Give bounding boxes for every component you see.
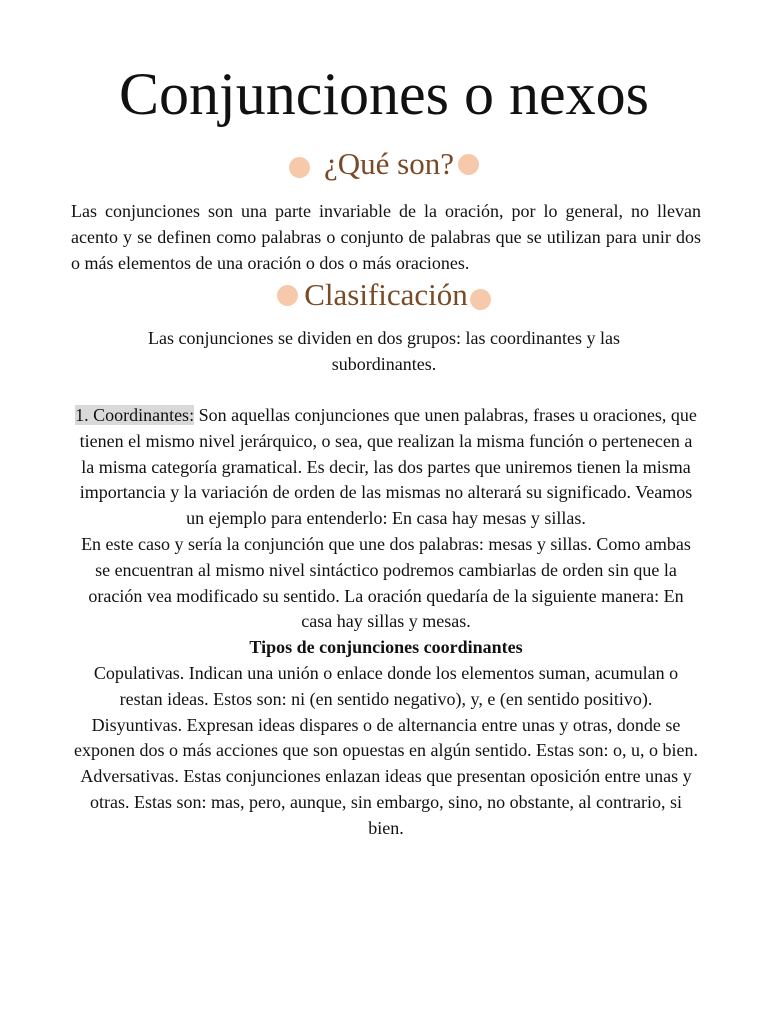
- bullet-dot-icon: [470, 289, 491, 310]
- intro-paragraph: Las conjunciones son una parte invariable de la oración, por lo general, no llevan acento y se definen como palabras o conjunto de palabras que se utilizan para unir dos o más elementos de una oración o dos o más oraciones.: [71, 201, 701, 273]
- example-paragraph: En este caso y sería la conjunción que une dos palabras: mesas y sillas. Como ambas se encuentran al mismo nivel sintáctico podremos cambiarlas de orden sin que la oración vea modificado su sentido. La oración quedaría de la siguiente manera: En casa hay sillas y mesas.: [81, 533, 691, 632]
- document-title: Conjunciones o nexos: [119, 61, 649, 127]
- bullet-dot-icon: [289, 157, 310, 178]
- coordinantes-label: 1. Coordinantes:: [75, 405, 195, 425]
- section-heading-classification: [0, 276, 768, 314]
- section-heading-what: [0, 145, 768, 183]
- bullet-dot-icon: [277, 285, 298, 306]
- bullet-dot-icon: [458, 154, 479, 175]
- coordinantes-paragraph: [72, 403, 700, 532]
- adversativas-paragraph: Adversativas. Estas conjunciones enlazan ideas que presentan oposición entre unas y otras. Estas son: mas, pero, aunque, sin embargo, sino, no obstante, al contrario, si bien.: [80, 766, 692, 838]
- section-heading-what-text: ¿Qué son?: [324, 146, 454, 181]
- groups-paragraph: Las conjunciones se dividen en dos grupos: las coordinantes y las subordinantes.: [148, 328, 620, 374]
- coordinantes-section: [72, 403, 700, 842]
- copulativas-paragraph: Copulativas. Indican una unión o enlace donde los elementos suman, acumulan o restan ideas. Estos son: ni (en sentido negativo), y, e (en sentido positivo).: [93, 662, 679, 709]
- section-heading-classification-text: Clasificación: [304, 277, 468, 312]
- types-heading: Tipos de conjunciones coordinantes: [249, 637, 523, 658]
- disyuntivas-paragraph: Disyuntivas. Expresan ideas dispares o de alternancia entre unas y otras, donde se exponen dos o más acciones que son opuestas en algún sentido. Estas son: o, u, o bien.: [74, 714, 698, 761]
- coordinantes-text: Son aquellas conjunciones que unen palabras, frases u oraciones, que tienen el mismo nivel jerárquico, o sea, que realizan la misma función o pertenecen a la misma categoría gramatical. Es decir, las dos partes que uniremos tienen la misma importancia y la variación de orden de las mismas no alterará su significado. Veamos un ejemplo para entenderlo: En casa hay mesas y sillas.: [79, 405, 697, 529]
